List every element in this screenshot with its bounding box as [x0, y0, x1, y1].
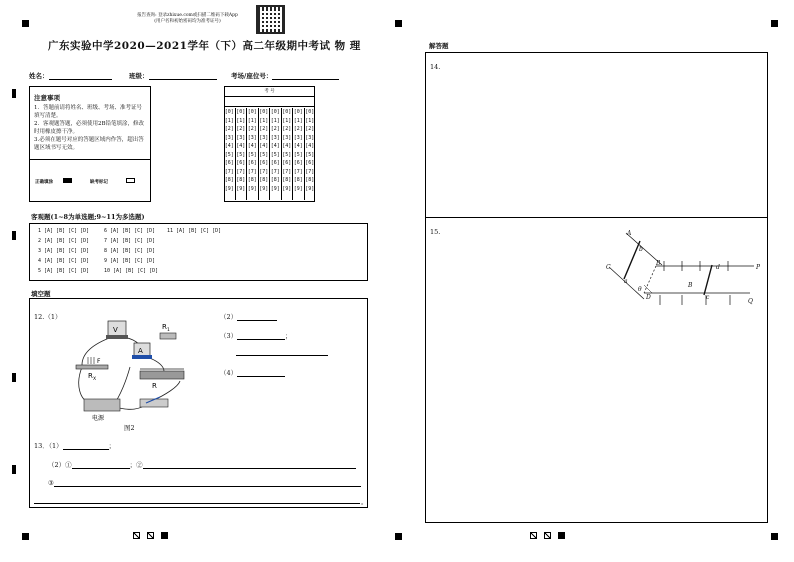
- q15-answer-area[interactable]: [426, 310, 767, 522]
- exam-digit-column: [282, 108, 294, 200]
- exam-digit-bubble[interactable]: [1]: [247, 117, 257, 124]
- rail-figure: [604, 225, 764, 307]
- exam-digit-bubble[interactable]: [4]: [293, 143, 303, 149]
- answer-heading: 解答题: [429, 42, 449, 50]
- voltmeter-label: V: [113, 326, 118, 334]
- exam-digit-bubble[interactable]: [6]: [224, 160, 234, 166]
- page-marker: [544, 532, 551, 539]
- exam-digit-bubble[interactable]: [3]: [305, 134, 315, 141]
- q12-part3[interactable]: （3） ；: [220, 332, 292, 340]
- exam-digit-bubble[interactable]: [7]: [236, 168, 246, 175]
- ammeter-base: [132, 355, 152, 359]
- exam-digit-column: [259, 108, 271, 200]
- label-a: a: [624, 278, 628, 285]
- exam-digit-bubble[interactable]: [6]: [236, 160, 246, 166]
- resistor-r1-icon: [160, 333, 176, 339]
- qr-code-icon: [258, 7, 283, 32]
- answer-divider: [425, 217, 768, 218]
- exam-digit-bubble[interactable]: [5]: [224, 151, 234, 158]
- exam-number-columns: [224, 108, 315, 200]
- exam-digit-bubble[interactable]: [0]: [293, 109, 303, 115]
- exam-digit-bubble[interactable]: [1]: [270, 117, 280, 124]
- objective-row[interactable]: 5 [A] [B] [C] [D]: [38, 268, 90, 274]
- rheostat-icon: [140, 371, 184, 379]
- exam-seat-field[interactable]: 考场/座位号：: [231, 71, 339, 80]
- notes-heading: 注意事项: [34, 94, 60, 102]
- exam-digit-bubble[interactable]: [4]: [247, 143, 257, 149]
- exam-number-heading: 考 号: [264, 89, 275, 94]
- label-C: C: [606, 264, 611, 271]
- page-marker: [147, 532, 154, 539]
- exam-digit-bubble[interactable]: [7]: [305, 168, 315, 175]
- exam-digit-bubble[interactable]: [6]: [247, 160, 257, 166]
- exam-digit-bubble[interactable]: [6]: [293, 160, 303, 166]
- exam-digit-bubble[interactable]: [2]: [270, 126, 280, 132]
- exam-digit-bubble[interactable]: [3]: [224, 134, 234, 141]
- exam-digit-bubble[interactable]: [8]: [236, 177, 246, 183]
- name-field[interactable]: 姓名：: [29, 71, 112, 80]
- exam-digit-column: [236, 108, 248, 200]
- exam-digit-bubble[interactable]: [2]: [236, 126, 246, 132]
- grid-line: [224, 96, 315, 97]
- exam-digit-bubble[interactable]: [3]: [247, 134, 257, 141]
- objective-row[interactable]: 1 [A] [B] [C] [D]: [38, 228, 90, 234]
- report-notice: 报告查询: 登录zhixue.com或扫描二维码下载App (用户名和初始密码均为准考证号): [137, 13, 238, 24]
- exam-digit-bubble[interactable]: [0]: [282, 109, 292, 115]
- sensor-rx-icon: [76, 365, 108, 369]
- timing-mark: [12, 231, 16, 240]
- label-B-field: B: [688, 282, 693, 289]
- exam-digit-bubble[interactable]: [7]: [282, 168, 292, 175]
- exam-digit-bubble[interactable]: [3]: [282, 134, 292, 141]
- exam-digit-bubble[interactable]: [6]: [270, 160, 280, 166]
- exam-digit-bubble[interactable]: [9]: [293, 185, 303, 192]
- fill-in-heading: 填空题: [31, 290, 51, 298]
- exam-digit-bubble[interactable]: [7]: [224, 168, 234, 175]
- exam-digit-bubble[interactable]: [9]: [259, 185, 269, 192]
- power-label: 电源: [92, 415, 105, 421]
- exam-digit-bubble[interactable]: [4]: [305, 143, 315, 149]
- exam-digit-bubble[interactable]: [0]: [236, 109, 246, 115]
- exam-digit-bubble[interactable]: [2]: [282, 126, 292, 132]
- exam-digit-bubble[interactable]: [3]: [293, 134, 303, 141]
- objective-row[interactable]: 6 [A] [B] [C] [D]: [104, 228, 156, 234]
- exam-digit-column: [247, 108, 259, 200]
- exam-digit-bubble[interactable]: [1]: [305, 117, 315, 124]
- label-c: c: [706, 294, 710, 301]
- page-marker: [558, 532, 565, 539]
- exam-digit-column: [224, 108, 236, 200]
- label-b: b: [639, 246, 643, 253]
- objective-row[interactable]: 9 [A] [B] [C] [D]: [104, 258, 156, 264]
- exam-digit-bubble[interactable]: [0]: [259, 109, 269, 115]
- exam-digit-bubble[interactable]: [9]: [270, 185, 280, 192]
- exam-digit-bubble[interactable]: [7]: [259, 168, 269, 175]
- objective-row[interactable]: 4 [A] [B] [C] [D]: [38, 258, 90, 264]
- exam-digit-bubble[interactable]: [5]: [236, 151, 246, 158]
- exam-digit-bubble[interactable]: [4]: [236, 143, 246, 149]
- exam-digit-bubble[interactable]: [4]: [270, 143, 280, 149]
- exam-digit-bubble[interactable]: [6]: [305, 160, 315, 166]
- exam-digit-bubble[interactable]: [8]: [305, 177, 315, 183]
- label-Q: Q: [748, 298, 753, 305]
- circuit-diagram: [70, 315, 200, 421]
- corner-mark: [395, 20, 402, 27]
- exam-digit-bubble[interactable]: [4]: [282, 143, 292, 149]
- note-item: 2．客观题答题，必须使用2B铅笔填涂，修改时用橡皮擦干净。: [34, 121, 145, 135]
- rheostat-label: R: [152, 382, 157, 390]
- rx-subscript: X: [93, 377, 97, 382]
- class-field[interactable]: 班级：: [129, 71, 217, 80]
- q13-part3[interactable]: ③: [48, 479, 361, 487]
- exam-digit-bubble[interactable]: [8]: [259, 177, 269, 183]
- exam-digit-bubble[interactable]: [7]: [247, 168, 257, 175]
- note-item: 1．答题前请将姓名、班级、考场、准考证号填写清楚。: [34, 105, 143, 119]
- r1-label: R: [162, 323, 167, 331]
- correct-fill-label: 正确填涂: [35, 180, 53, 185]
- label-d: d: [716, 264, 720, 271]
- q12-label: 12.（1）: [34, 313, 62, 321]
- page-marker: [161, 532, 168, 539]
- exam-digit-bubble[interactable]: [9]: [247, 185, 257, 192]
- exam-digit-bubble[interactable]: [5]: [305, 151, 315, 158]
- ammeter-label: A: [138, 347, 143, 355]
- q13-part3-line2[interactable]: [34, 503, 360, 504]
- exam-digit-bubble[interactable]: [2]: [224, 126, 234, 132]
- exam-digit-bubble[interactable]: [0]: [305, 109, 315, 115]
- wire: [115, 367, 130, 403]
- exam-digit-bubble[interactable]: [9]: [282, 185, 292, 192]
- exam-digit-bubble[interactable]: [1]: [224, 117, 234, 124]
- boundary: [644, 266, 656, 293]
- absent-mark-label: 缺考标记: [90, 180, 108, 185]
- exam-digit-bubble[interactable]: [9]: [236, 185, 246, 192]
- exam-digit-bubble[interactable]: [1]: [236, 117, 246, 124]
- q13-end-mark: 。: [361, 498, 368, 506]
- exam-digit-bubble[interactable]: [2]: [293, 126, 303, 132]
- power-supply-icon: [84, 399, 120, 411]
- exam-digit-bubble[interactable]: [1]: [259, 117, 269, 124]
- exam-digit-bubble[interactable]: [7]: [270, 168, 280, 175]
- force-label: F: [97, 358, 101, 365]
- corner-mark: [771, 20, 778, 27]
- exam-digit-bubble[interactable]: [1]: [282, 117, 292, 124]
- page-marker: [133, 532, 140, 539]
- rx-label: R: [88, 372, 93, 380]
- exam-digit-column: [293, 108, 305, 200]
- objective-row[interactable]: 2 [A] [B] [C] [D]: [38, 238, 90, 244]
- page-marker: [530, 532, 537, 539]
- exam-digit-bubble[interactable]: [2]: [305, 126, 315, 132]
- corner-mark: [395, 533, 402, 540]
- grid-line: [224, 106, 315, 107]
- r1-subscript: 1: [167, 328, 170, 333]
- exam-digit-bubble[interactable]: [5]: [247, 151, 257, 158]
- label-B: B: [656, 260, 661, 267]
- q13-part1[interactable]: 13．（1） ；: [34, 442, 116, 450]
- corner-mark: [771, 533, 778, 540]
- exam-digit-bubble[interactable]: [3]: [259, 134, 269, 141]
- objective-row[interactable]: 11 [A] [B] [C] [D]: [167, 228, 222, 234]
- exam-digit-bubble[interactable]: [9]: [305, 185, 315, 192]
- label-theta: θ: [638, 286, 642, 293]
- objective-row[interactable]: 8 [A] [B] [C] [D]: [104, 248, 156, 254]
- q15-label: 15.: [430, 228, 441, 236]
- exam-digit-bubble[interactable]: [9]: [224, 185, 234, 192]
- label-A: A: [627, 230, 632, 237]
- exam-digit-bubble[interactable]: [8]: [224, 177, 234, 183]
- exam-digit-bubble[interactable]: [3]: [236, 134, 246, 141]
- timing-mark: [12, 89, 16, 98]
- exam-digit-bubble[interactable]: [2]: [259, 126, 269, 132]
- q14-label: 14.: [430, 63, 441, 71]
- label-P: P: [756, 264, 761, 271]
- notes-content: [34, 93, 147, 152]
- objective-heading: 客观题(1~8为单选题;9~11为多选题): [31, 213, 145, 221]
- voltmeter-base: [106, 335, 128, 339]
- corner-mark: [22, 533, 29, 540]
- q12-part3-line2[interactable]: [236, 355, 328, 356]
- q12-part4[interactable]: （4）: [220, 368, 285, 377]
- exam-digit-bubble[interactable]: [5]: [282, 151, 292, 158]
- exam-digit-bubble[interactable]: [3]: [270, 134, 280, 141]
- q13-part2[interactable]: （2）① ；②: [48, 460, 356, 469]
- exam-digit-bubble[interactable]: [8]: [293, 177, 303, 183]
- timing-mark: [12, 373, 16, 382]
- exam-digit-bubble[interactable]: [2]: [247, 126, 257, 132]
- exam-digit-bubble[interactable]: [8]: [282, 177, 292, 183]
- page-title: 广东实验中学2020—2021学年（下）高二年级期中考试 物 理: [48, 40, 361, 52]
- exam-digit-bubble[interactable]: [5]: [293, 151, 303, 158]
- exam-digit-bubble[interactable]: [5]: [259, 151, 269, 158]
- exam-digit-bubble[interactable]: [8]: [247, 177, 257, 183]
- note-item: 3.必须在题号对应的答题区域内作答，超出答题区域书写无效。: [34, 137, 144, 151]
- exam-digit-bubble[interactable]: [6]: [282, 160, 292, 166]
- objective-row[interactable]: 10 [A] [B] [C] [D]: [104, 268, 159, 274]
- notes-divider: [29, 159, 151, 160]
- absent-mark-box[interactable]: [126, 178, 135, 183]
- exam-digit-bubble[interactable]: [1]: [293, 117, 303, 124]
- corner-mark: [22, 20, 29, 27]
- exam-digit-bubble[interactable]: [8]: [270, 177, 280, 183]
- label-D: D: [646, 294, 651, 301]
- exam-digit-bubble[interactable]: [4]: [224, 143, 234, 149]
- exam-digit-bubble[interactable]: [0]: [270, 109, 280, 115]
- exam-digit-column: [270, 108, 282, 200]
- exam-digit-bubble[interactable]: [0]: [247, 109, 257, 115]
- exam-digit-bubble[interactable]: [0]: [224, 109, 234, 115]
- q14-answer-area[interactable]: [426, 72, 767, 216]
- exam-digit-bubble[interactable]: [4]: [259, 143, 269, 149]
- timing-mark: [12, 465, 16, 474]
- figure-caption: 图2: [124, 424, 135, 432]
- objective-row[interactable]: 3 [A] [B] [C] [D]: [38, 248, 90, 254]
- exam-digit-bubble[interactable]: [7]: [293, 168, 303, 175]
- rod-ab: [624, 241, 640, 279]
- exam-digit-column: [305, 108, 316, 200]
- rod-cd: [704, 265, 712, 295]
- exam-digit-bubble[interactable]: [5]: [270, 151, 280, 158]
- exam-digit-bubble[interactable]: [6]: [259, 160, 269, 166]
- correct-fill-sample: [63, 178, 72, 183]
- objective-row[interactable]: 7 [A] [B] [C] [D]: [104, 238, 156, 244]
- q12-part2[interactable]: （2）: [220, 312, 277, 321]
